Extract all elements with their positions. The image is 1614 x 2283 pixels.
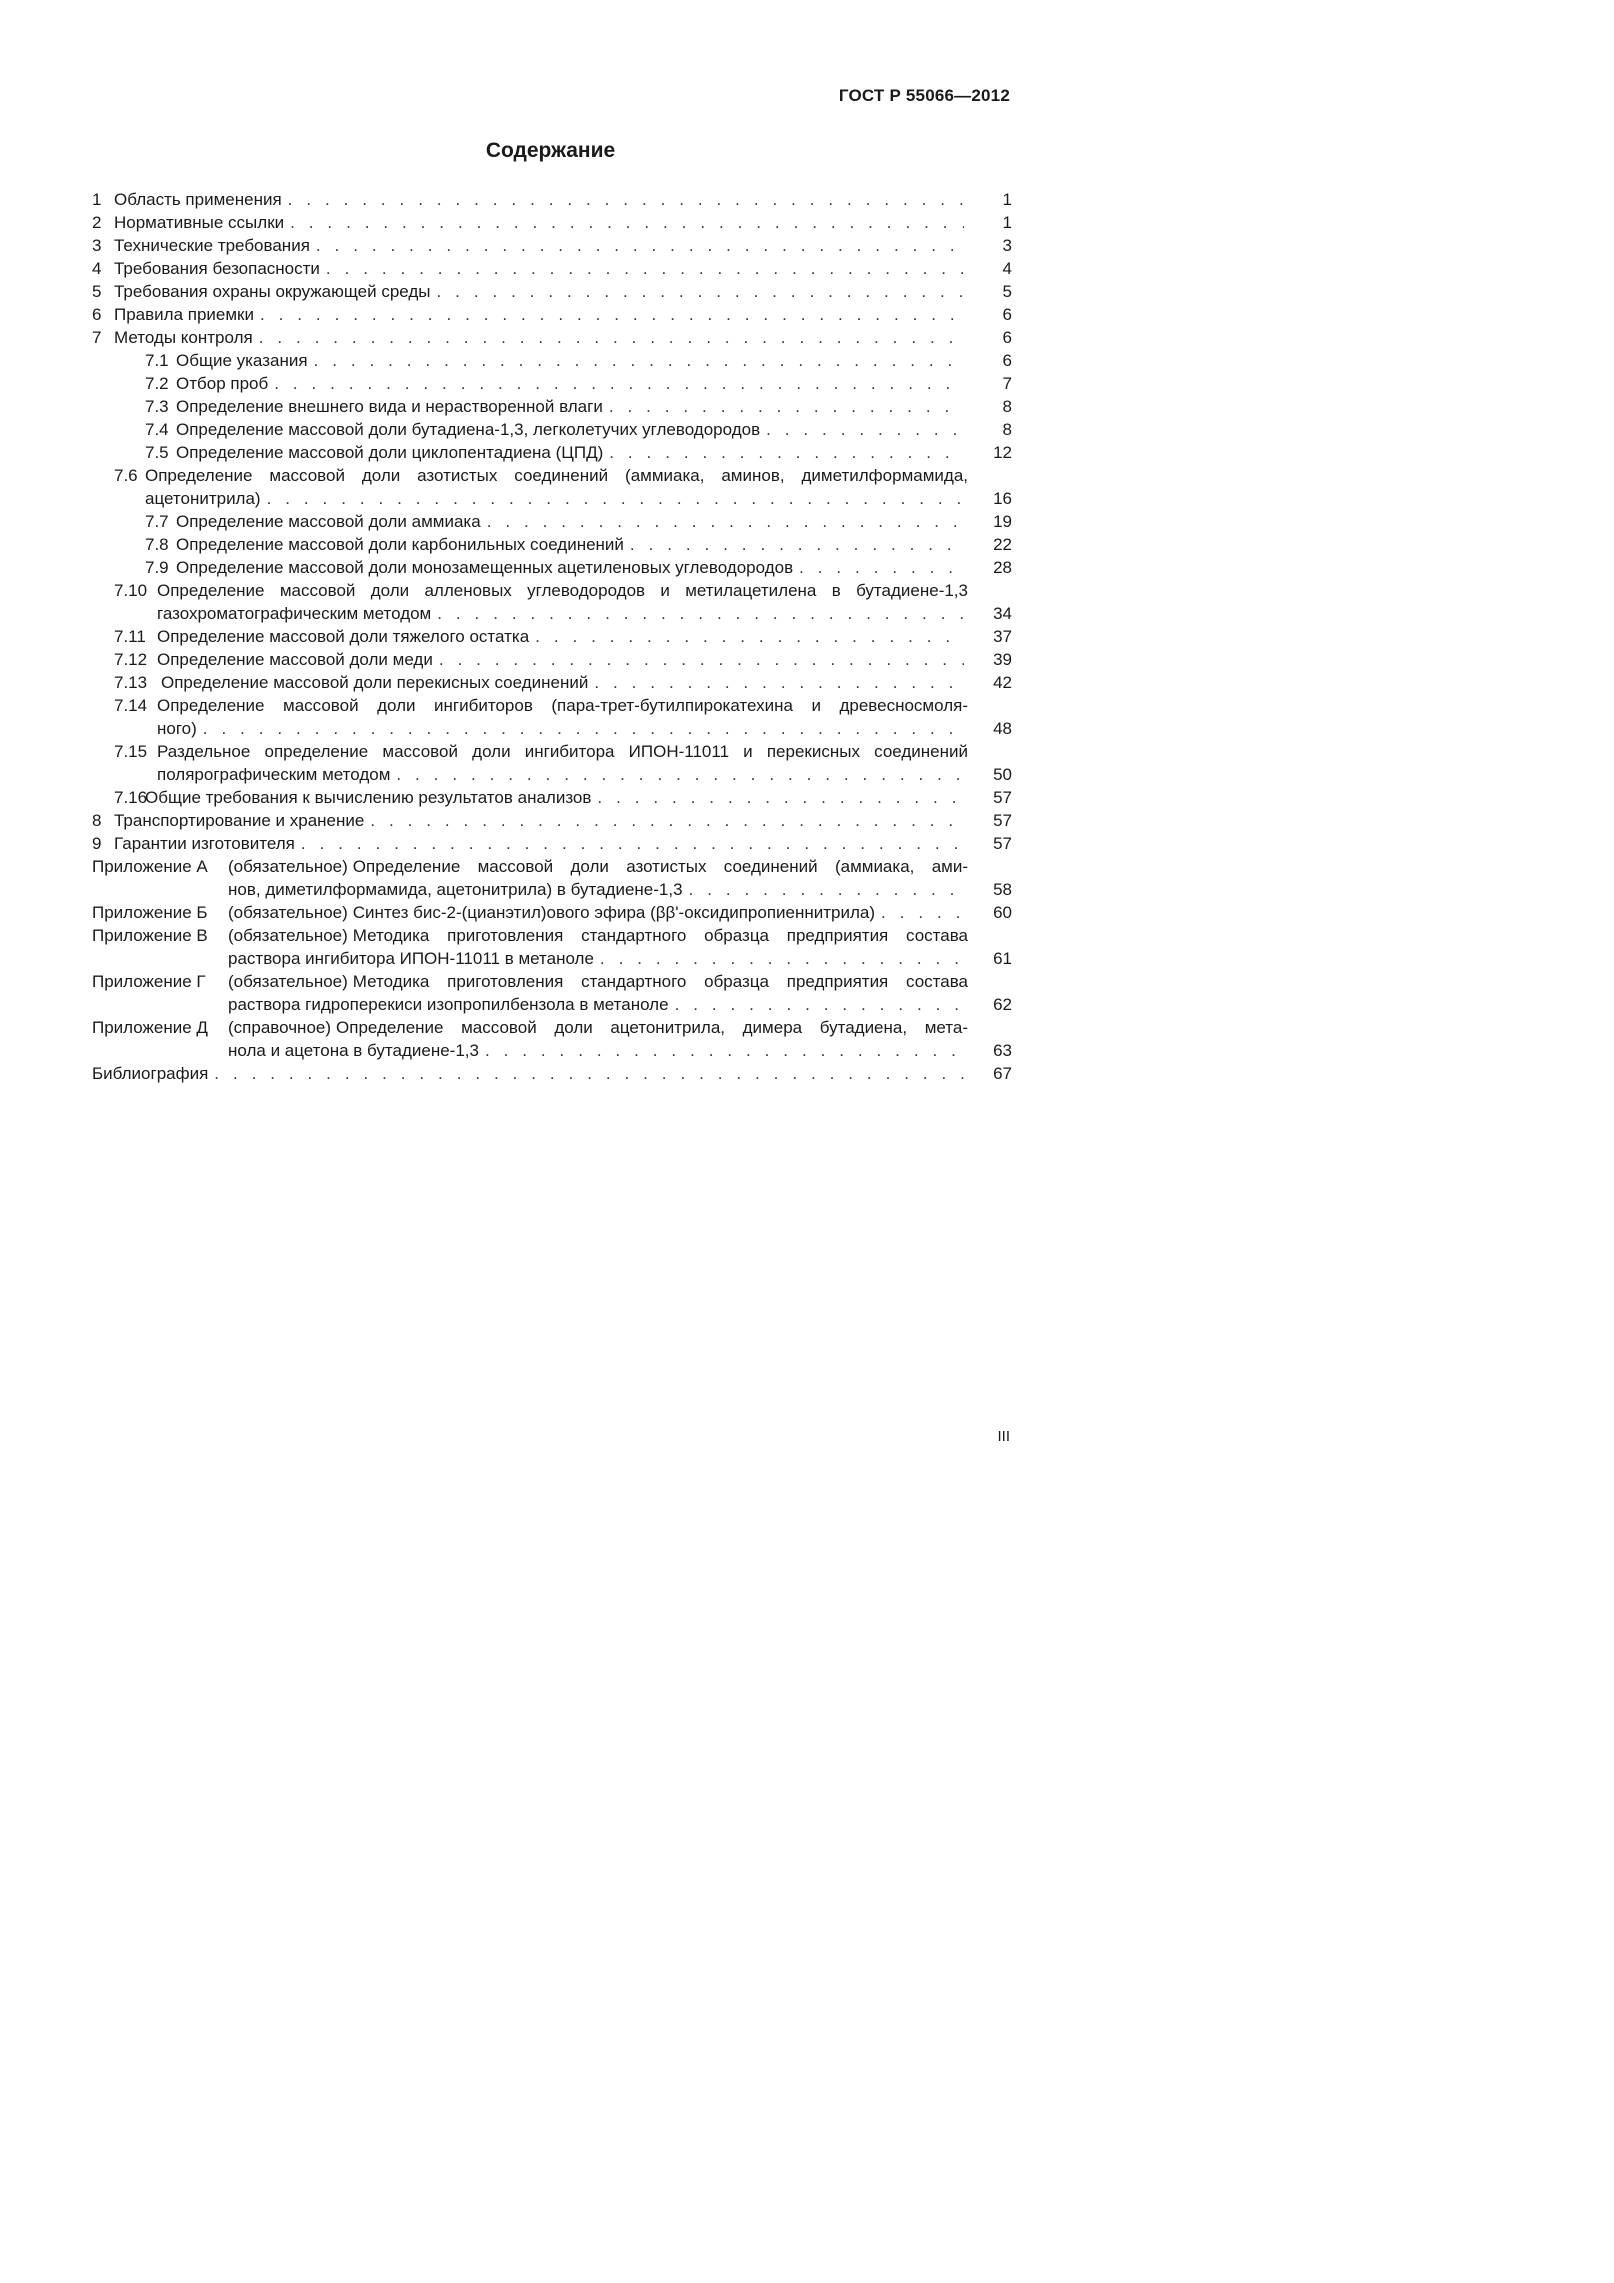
toc-entry-title: Библиография (92, 1064, 209, 1083)
toc-entry-number: 7.15 (114, 742, 148, 761)
toc-entry-page: 50 (993, 765, 1012, 784)
toc-entry-title: Методы контроля (114, 328, 253, 347)
toc-entry-7-9[interactable] (92, 556, 1012, 579)
toc-entry-title: Гарантии изготовителя (114, 834, 295, 853)
toc-entry-2[interactable] (92, 211, 1012, 234)
toc-entry-6[interactable] (92, 303, 1012, 326)
toc-entry-number: 7.14 (114, 696, 148, 715)
toc-entry-page: 22 (993, 535, 1012, 554)
toc-entry-title: Определение внешнего вида и нерастворенной влаги (176, 397, 603, 416)
toc-entry-page: 4 (1002, 259, 1012, 278)
toc-entry-page: 19 (993, 512, 1012, 531)
toc-entry-7-6[interactable] (92, 464, 1012, 510)
dot-leader (675, 993, 964, 1016)
toc-entry-page: 6 (1002, 305, 1012, 324)
appendix-v[interactable] (92, 924, 1012, 970)
toc-entry-7-8[interactable] (92, 533, 1012, 556)
dot-leader (301, 832, 964, 855)
dot-leader (609, 395, 964, 418)
appendix-label: Приложение Г (92, 972, 206, 991)
toc-entry-page: 57 (993, 811, 1012, 830)
dot-leader (260, 303, 964, 326)
toc-entry-number: 7.1 (145, 351, 169, 370)
toc-entry-page: 6 (1002, 351, 1012, 370)
appendix-a[interactable] (92, 855, 1012, 901)
toc-entry-7-2[interactable] (92, 372, 1012, 395)
dot-leader (881, 901, 964, 924)
toc-entry-7-13[interactable] (92, 671, 1012, 694)
appendix-page: 63 (993, 1041, 1012, 1060)
appendix-page: 58 (993, 880, 1012, 899)
appendix-title-line2: нола и ацетона в бутадиене-1,3 (228, 1041, 479, 1060)
toc-entry-7-10[interactable] (92, 579, 1012, 625)
appendix-title-line2: раствора ингибитора ИПОН-11011 в метаноле (228, 949, 594, 968)
toc-entry-title: Определение массовой доли аммиака (176, 512, 481, 531)
dot-leader (766, 418, 964, 441)
toc-entry-page: 7 (1002, 374, 1012, 393)
toc-entry-number: 7.16 (114, 788, 148, 807)
dot-leader (439, 648, 964, 671)
appendix-label: Приложение Д (92, 1018, 208, 1037)
dot-leader (535, 625, 964, 648)
dot-leader (594, 671, 964, 694)
toc-entry-7-14[interactable] (92, 694, 1012, 740)
appendix-kind: (обязательное) (228, 903, 348, 922)
toc-entry-title-line2: газохроматографическим методом (157, 604, 432, 623)
document-code: ГОСТ Р 55066—2012 (838, 86, 1010, 105)
dot-leader (485, 1039, 964, 1062)
toc-entry-8[interactable] (92, 809, 1012, 832)
appendix-title-line1: Определение массовой доли ацетонитрила, димера бутадиена, мета- (336, 1018, 968, 1037)
toc-entry-number: 7.10 (114, 581, 148, 600)
appendix-kind: (обязательное) (228, 857, 348, 876)
toc-entry-7-12[interactable] (92, 648, 1012, 671)
toc-entry-7-1[interactable] (92, 349, 1012, 372)
toc-entry-page: 12 (993, 443, 1012, 462)
toc-entry-7[interactable] (92, 326, 1012, 349)
dot-leader (214, 1062, 964, 1085)
appendix-page: 60 (993, 903, 1012, 922)
toc-entry-number: 7.6 (114, 466, 138, 485)
toc-entry-title: Область применения (114, 190, 282, 209)
appendix-d[interactable] (92, 1016, 1012, 1062)
dot-leader (370, 809, 964, 832)
toc-entry-page: 37 (993, 627, 1012, 646)
appendix-page: 62 (993, 995, 1012, 1014)
toc-entry-number: 7.3 (145, 397, 169, 416)
toc-entry-title: Общие указания (176, 351, 308, 370)
toc-entry-page: 1 (1002, 190, 1012, 209)
toc-entry-title-line1: Определение массовой доли азотистых соединений (аммиака, аминов, диметилформамида, (145, 466, 968, 485)
toc-entry-number: 7.8 (145, 535, 169, 554)
toc-entry-title: Общие требования к вычислению результатов анализов (145, 788, 592, 807)
appendix-title-line1: Методика приготовления стандартного образца предприятия состава (352, 972, 968, 991)
appendix-title: Синтез бис-2-(цианэтил)ового эфира (ββ'-оксидипропиеннитрила) (352, 903, 876, 922)
dot-leader (288, 188, 964, 211)
toc-entry-number: 7.7 (145, 512, 169, 531)
appendix-title-line1: Методика приготовления стандартного образца предприятия состава (352, 926, 968, 945)
toc-entry-title: Определение массовой доли монозамещенных ацетиленовых углеводородов (176, 558, 794, 577)
toc-entry-page: 16 (993, 489, 1012, 508)
toc-entry-7-7[interactable] (92, 510, 1012, 533)
toc-entry-number: 7.12 (114, 650, 148, 669)
dot-leader (259, 326, 964, 349)
toc-entry-title: Определение массовой доли циклопентадиена (ЦПД) (176, 443, 604, 462)
appendix-label: Приложение В (92, 926, 208, 945)
appendix-kind: (обязательное) (228, 926, 348, 945)
toc-entry-page: 34 (993, 604, 1012, 623)
appendix-label: Приложение Б (92, 903, 208, 922)
toc-entry-page: 48 (993, 719, 1012, 738)
appendix-g[interactable] (92, 970, 1012, 1016)
toc-entry-page: 67 (993, 1064, 1012, 1083)
toc-entry-1[interactable] (92, 188, 1012, 211)
page-title: Содержание (485, 139, 616, 162)
dot-leader (314, 349, 964, 372)
toc-entry-number: 7.9 (145, 558, 169, 577)
dot-leader (487, 510, 964, 533)
dot-leader (267, 487, 964, 510)
toc-entry-title: Требования охраны окружающей среды (114, 282, 431, 301)
dot-leader (316, 234, 964, 257)
dot-leader (630, 533, 964, 556)
dot-leader (609, 441, 964, 464)
dot-leader (600, 947, 964, 970)
dot-leader (326, 257, 964, 280)
toc-entry-7-11[interactable] (92, 625, 1012, 648)
dot-leader (274, 372, 964, 395)
toc-entry-page: 5 (1002, 282, 1012, 301)
toc-entry-title-line2: ного) (157, 719, 197, 738)
toc-entry-number: 7.2 (145, 374, 169, 393)
toc-entry-page: 42 (993, 673, 1012, 692)
toc-entry-title-line1: Определение массовой доли алленовых углеводородов и метилацетилена в бутадиене-1,3 (157, 581, 968, 600)
appendix-page: 61 (993, 949, 1012, 968)
toc-entry-title: Транспортирование и хранение (114, 811, 365, 830)
toc-entry-number: 1 (92, 190, 102, 209)
toc-entry-title: Определение массовой доли перекисных соединений (161, 673, 589, 692)
dot-leader (290, 211, 964, 234)
toc-entry-title-line1: Определение массовой доли ингибиторов (пара-трет-бутилпирокатехина и древесносмоля- (157, 696, 968, 715)
table-of-contents (92, 188, 1012, 1085)
toc-entry-page: 39 (993, 650, 1012, 669)
toc-entry-number: 9 (92, 834, 102, 853)
toc-entry-title: Отбор проб (176, 374, 269, 393)
toc-entry-page: 28 (993, 558, 1012, 577)
toc-entry-5[interactable] (92, 280, 1012, 303)
toc-entry-number: 4 (92, 259, 102, 278)
toc-entry-title: Определение массовой доли меди (157, 650, 433, 669)
toc-entry-page: 8 (1002, 397, 1012, 416)
toc-entry-title-line2: полярографическим методом (157, 765, 391, 784)
appendix-b[interactable] (92, 901, 1012, 924)
toc-entry-title: Определение массовой доли бутадиена-1,3, легколетучих углеводородов (176, 420, 761, 439)
toc-entry-number: 7 (92, 328, 102, 347)
toc-entry-title: Определение массовой доли тяжелого остатка (157, 627, 530, 646)
toc-entry-page: 57 (993, 788, 1012, 807)
appendix-kind: (обязательное) (228, 972, 348, 991)
dot-leader (799, 556, 964, 579)
toc-entry-7-4[interactable] (92, 418, 1012, 441)
toc-entry-number: 7.11 (114, 627, 146, 646)
toc-entry-title: Правила приемки (114, 305, 254, 324)
toc-entry-7-16[interactable] (92, 786, 1012, 809)
toc-entry-page: 57 (993, 834, 1012, 853)
toc-entry-title: Технические требования (114, 236, 310, 255)
dot-leader (437, 602, 964, 625)
dot-leader (203, 717, 964, 740)
toc-entry-3[interactable] (92, 234, 1012, 257)
toc-entry-number: 7.13 (114, 673, 148, 692)
appendix-title-line2: раствора гидроперекиси изопропилбензола в метаноле (228, 995, 669, 1014)
toc-entry-title-line1: Раздельное определение массовой доли ингибитора ИПОН-11011 и перекисных соединений (157, 742, 968, 761)
toc-entry-number: 7.5 (145, 443, 169, 462)
appendix-title-line1: Определение массовой доли азотистых соединений (аммиака, ами- (352, 857, 968, 876)
toc-entry-title-line2: ацетонитрила) (145, 489, 261, 508)
toc-entry-9[interactable] (92, 832, 1012, 855)
appendix-title-line2: нов, диметилформамида, ацетонитрила) в бутадиене-1,3 (228, 880, 683, 899)
page-number: III (997, 1428, 1010, 1445)
appendix-label: Приложение А (92, 857, 208, 876)
appendix-kind: (справочное) (228, 1018, 332, 1037)
dot-leader (597, 786, 964, 809)
toc-entry-page: 3 (1002, 236, 1012, 255)
toc-entry-number: 7.4 (145, 420, 169, 439)
toc-entry-page: 8 (1002, 420, 1012, 439)
toc-entry-title: Определение массовой доли карбонильных соединений (176, 535, 624, 554)
toc-entry-title: Требования безопасности (114, 259, 320, 278)
toc-entry-title: Нормативные ссылки (114, 213, 285, 232)
toc-entry-4[interactable] (92, 257, 1012, 280)
toc-entry-page: 1 (1002, 213, 1012, 232)
dot-leader (437, 280, 964, 303)
dot-leader (396, 763, 964, 786)
toc-entry-number: 6 (92, 305, 102, 324)
toc-entry-7-3[interactable] (92, 395, 1012, 418)
toc-entry-number: 3 (92, 236, 102, 255)
toc-entry-bibliography[interactable] (92, 1062, 1012, 1085)
toc-entry-page: 6 (1002, 328, 1012, 347)
toc-entry-7-5[interactable] (92, 441, 1012, 464)
toc-entry-number: 5 (92, 282, 102, 301)
toc-entry-number: 2 (92, 213, 102, 232)
toc-entry-7-15[interactable] (92, 740, 1012, 786)
toc-entry-number: 8 (92, 811, 102, 830)
dot-leader (689, 878, 964, 901)
